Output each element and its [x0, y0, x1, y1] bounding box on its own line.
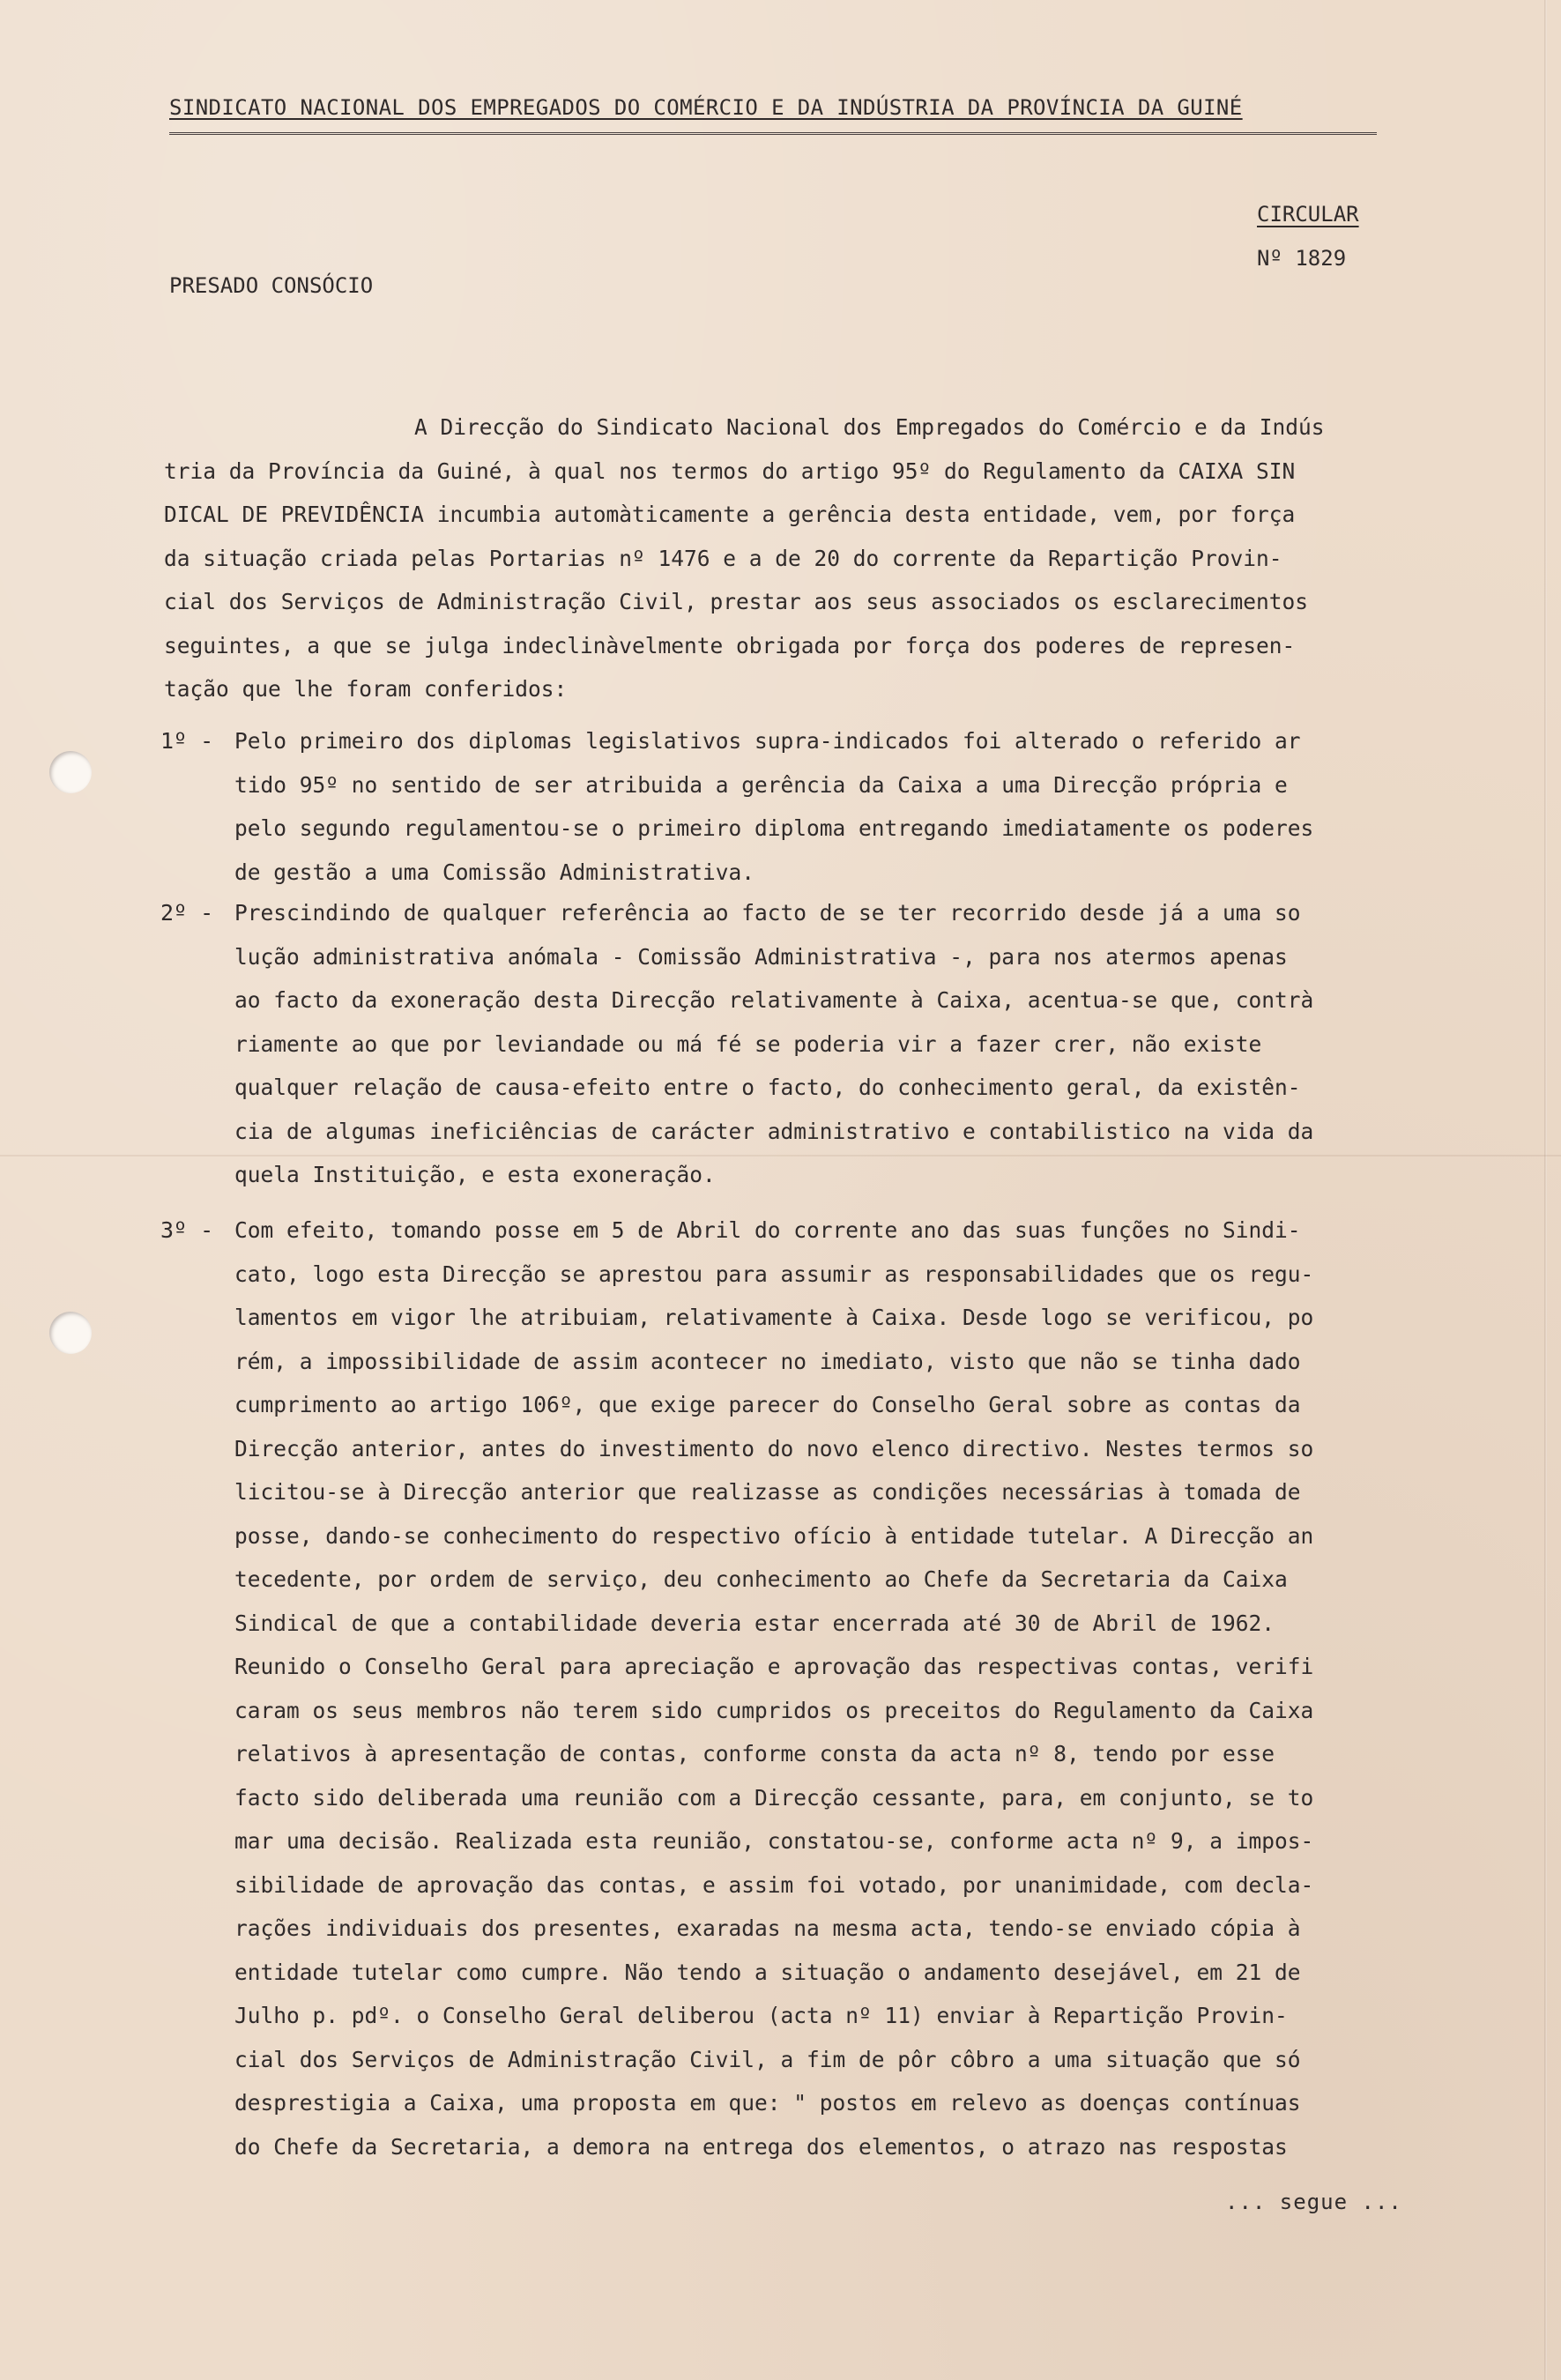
intro-line: cial dos Serviços de Administração Civil, prestar aos seus associados os esclarecimentos	[164, 589, 1309, 614]
item-line: mar uma decisão. Realizada esta reunião, constatou-se, conforme acta nº 9, a impos-	[234, 1828, 1314, 1854]
punch-hole-bottom	[49, 1312, 92, 1354]
item-line: cial dos Serviços de Administração Civil, a fim de pôr côbro a uma situação que só	[234, 2046, 1301, 2072]
circular-block	[1257, 192, 1359, 280]
item-line: quela Instituição, e esta exoneração.	[234, 1162, 716, 1187]
item-line: posse, dando-se conhecimento do respectivo ofício à entidade tutelar. A Direcção an	[234, 1522, 1314, 1549]
item-line: desprestigia a Caixa, uma proposta em que: " postos em relevo as doenças contínuas	[234, 2090, 1301, 2116]
item-line: riamente ao que por leviandade ou má fé se poderia vir a fazer crer, não existe	[234, 1030, 1262, 1057]
item-line: sibilidade de aprovação das contas, e assim foi votado, por unanimidade, com decla-	[234, 1871, 1314, 1898]
item-line: do Chefe da Secretaria, a demora na entrega dos elementos, o atrazo nas respostas	[234, 2133, 1288, 2160]
salutation: PRESADO CONSÓCIO	[169, 273, 374, 298]
circular-number: Nº 1829	[1257, 246, 1347, 271]
item-line: facto sido deliberada uma reunião com a Direcção cessante, para, em conjunto, se to	[234, 1784, 1314, 1811]
item-line: Reunido o Conselho Geral para apreciação e aprovação das respectivas contas, verifi	[234, 1654, 1314, 1679]
intro-line: A Direcção do Sindicato Nacional dos Empregados do Comércio e da Indús	[414, 414, 1325, 440]
item-line: entidade tutelar como cumpre. Não tendo a situação o andamento desejável, em 21 de	[234, 1959, 1301, 1985]
item-number: 1º -	[160, 728, 214, 754]
item-line: Direcção anterior, antes do investimento do novo elenco directivo. Nestes termos so	[234, 1435, 1314, 1461]
letterhead-organization: SINDICATO NACIONAL DOS EMPREGADOS DO COMÉRCIO E DA INDÚSTRIA DA PROVÍNCIA DA GUINÉ	[169, 95, 1243, 120]
item-body	[234, 891, 1460, 1197]
intro-line: seguintes, a que se julga indeclinàvelmente obrigada por força dos poderes de represen-	[164, 632, 1296, 658]
item-line: rações individuais dos presentes, exaradas na mesma acta, tendo-se enviado cópia à	[234, 1915, 1301, 1941]
intro-line: tação que lhe foram conferidos:	[164, 676, 568, 702]
intro-paragraph	[164, 405, 1460, 711]
item-line: de gestão a uma Comissão Administrativa.	[234, 859, 755, 885]
intro-line: DICAL DE PREVIDÊNCIA incumbia automàticamente a gerência desta entidade, vem, por força	[164, 502, 1296, 527]
item-line: Sindical de que a contabilidade deveria estar encerrada até 30 de Abril de 1962.	[234, 1610, 1275, 1636]
item-line: cato, logo esta Direcção se aprestou para assumir as responsabilidades que os regu-	[234, 1261, 1314, 1287]
circular-title: CIRCULAR	[1257, 202, 1359, 227]
paper-fold-vertical	[1544, 0, 1547, 2380]
item-number: 3º -	[160, 1217, 214, 1243]
punch-hole-top	[49, 751, 92, 793]
intro-line: da situação criada pelas Portarias nº 1476 e a de 20 do corrente da Repartição Provin-	[164, 545, 1282, 571]
item-line: ao facto da exoneração desta Direcção relativamente à Caixa, acentua-se que, contrà	[234, 987, 1314, 1013]
item-line: Prescindindo de qualquer referência ao facto de se ter recorrido desde já a uma so	[234, 900, 1301, 926]
letterhead-rule	[169, 132, 1377, 135]
item-line: relativos à apresentação de contas, conforme consta da acta nº 8, tendo por esse	[234, 1741, 1275, 1766]
item-number: 2º -	[160, 900, 214, 926]
item-body	[234, 719, 1460, 894]
item-line: tido 95º no sentido de ser atribuida a gerência da Caixa a uma Direcção própria e	[234, 771, 1288, 798]
item-line: tecedente, por ordem de serviço, deu conhecimento ao Chefe da Secretaria da Caixa	[234, 1566, 1288, 1592]
item-line: lamentos em vigor lhe atribuiam, relativamente à Caixa. Desde logo se verificou, po	[234, 1305, 1314, 1330]
continuation-note: ... segue ...	[1225, 2190, 1402, 2214]
item-line: licitou-se à Direcção anterior que realizasse as condições necessárias à tomada de	[234, 1479, 1301, 1505]
item-line: Julho p. pdº. o Conselho Geral deliberou (acta nº 11) enviar à Repartição Provin-	[234, 2003, 1288, 2028]
item-body	[234, 1209, 1460, 2168]
item-line: qualquer relação de causa-efeito entre o facto, do conhecimento geral, da existên-	[234, 1075, 1301, 1100]
item-line: Pelo primeiro dos diplomas legislativos supra-indicados foi alterado o referido ar	[234, 728, 1301, 754]
intro-line: tria da Província da Guiné, à qual nos termos do artigo 95º do Regulamento da CAIXA SIN	[164, 457, 1296, 484]
item-line: cumprimento ao artigo 106º, que exige parecer do Conselho Geral sobre as contas da	[234, 1392, 1301, 1417]
item-line: lução administrativa anómala - Comissão Administrativa -, para nos atermos apenas	[234, 943, 1288, 970]
item-line: Com efeito, tomando posse em 5 de Abril do corrente ano das suas funções no Sindi-	[234, 1217, 1301, 1243]
item-line: cia de algumas ineficiências de carácter administrativo e contabilistico na vida da	[234, 1118, 1314, 1144]
item-line: caram os seus membros não terem sido cumpridos os preceitos do Regulamento da Caixa	[234, 1697, 1314, 1723]
item-line: pelo segundo regulamentou-se o primeiro diploma entregando imediatamente os poderes	[234, 815, 1314, 841]
item-line: rém, a impossibilidade de assim acontecer no imediato, visto que não se tinha dado	[234, 1348, 1301, 1374]
